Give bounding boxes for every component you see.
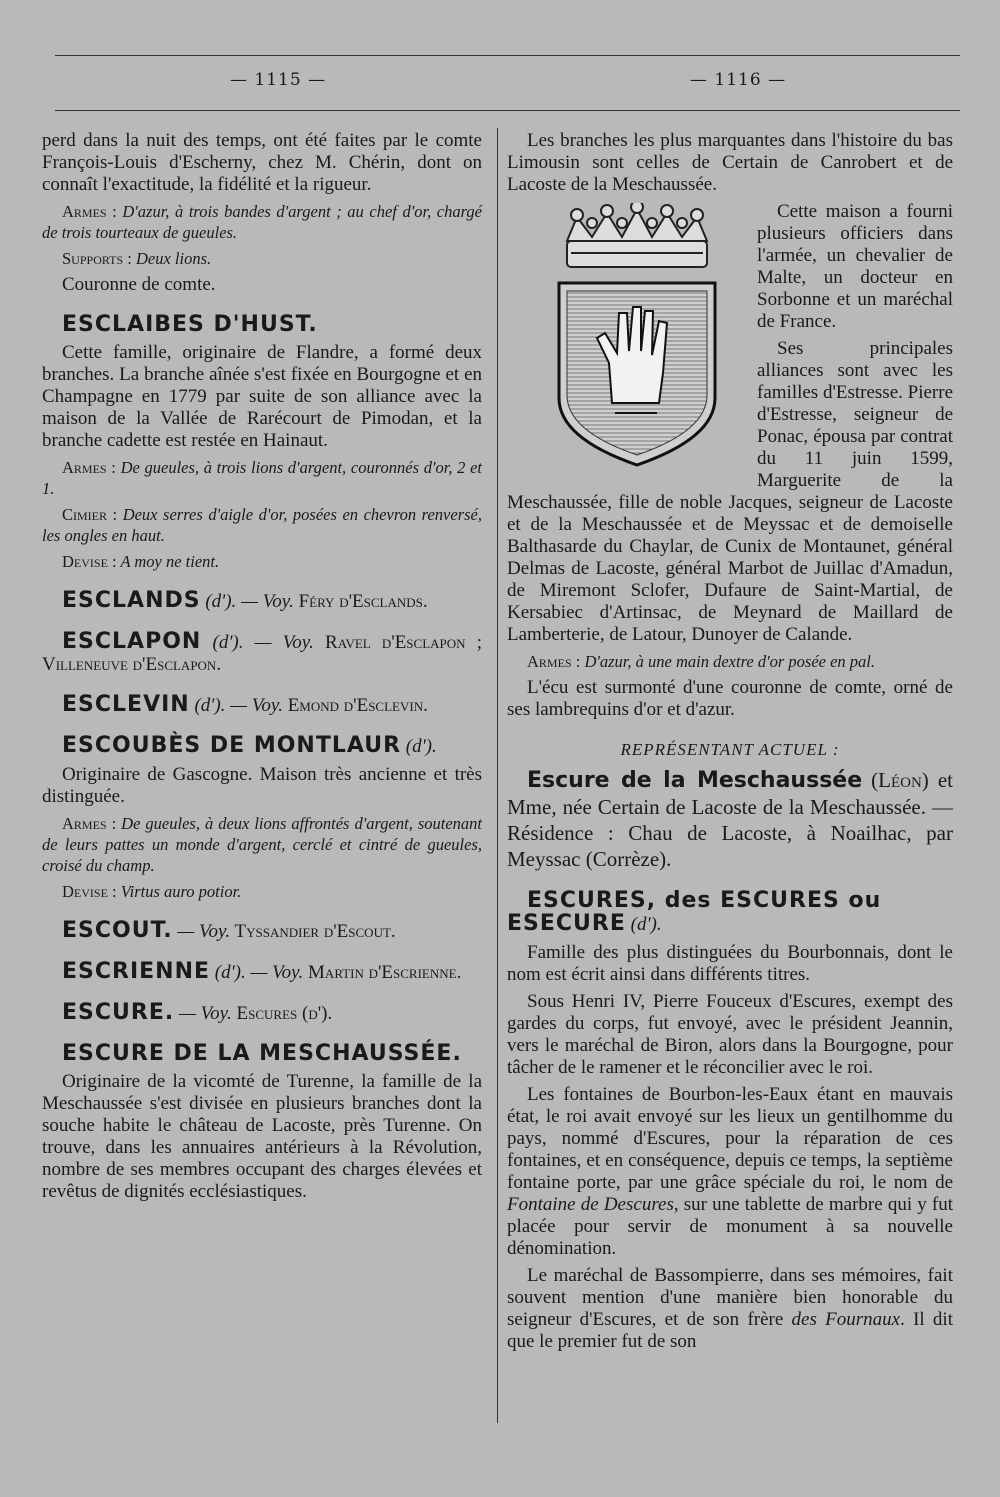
escoubes-heading: ESCOUBÈS DE MONTLAUR xyxy=(62,733,402,758)
continued-paragraph: perd dans la nuit des temps, ont été faites par le comte François-Louis d'Escherny, chez M. Chérin, dont on connaît l'exactitude, la fidélité et la rigueur. xyxy=(42,130,482,195)
devise-label: Devise : xyxy=(62,882,117,901)
escoubes-armes xyxy=(42,813,482,876)
devise-text: Virtus auro potior. xyxy=(116,882,242,901)
fontaine-name: Fontaine de Descures xyxy=(507,1194,674,1215)
cimier-entry xyxy=(42,504,482,546)
representant-entry xyxy=(507,767,953,872)
column-divider xyxy=(497,128,498,1423)
esclands-heading: ESCLANDS xyxy=(62,588,201,613)
armes-entry xyxy=(42,201,482,243)
couronne-text: Couronne de comte. xyxy=(62,274,216,295)
count-crown-icon xyxy=(567,203,707,267)
voy-label: — Voy. xyxy=(225,695,283,716)
esclapon-entry xyxy=(42,631,482,676)
escures-heading-line xyxy=(507,890,953,936)
paragraph-text: Les fontaines de Bourbon-les-Eaux étant en mauvais état, le roi avait envoyé sur les lieux un gentilhomme du pays, nommé d'Escures, pour la réparation de ces fontaines, et en conséquence, depuis ce temps, la septième fontaine porte, par une grâce spéciale du roi, le nom de xyxy=(507,1084,953,1193)
armes-text: D'azur, à une main dextre d'or posée en pal. xyxy=(580,652,876,671)
armes-label: Armes : xyxy=(527,652,581,671)
supports-label: Supports : xyxy=(62,249,132,268)
armes-text: De gueules, à deux lions affrontés d'argent, soutenant de leurs pattes un monde d'argent, cerclé et cintré de gueules, croisé du champ. xyxy=(42,814,483,875)
armes-label: Armes : xyxy=(62,202,117,221)
esclands-entry xyxy=(42,590,482,613)
supports-entry xyxy=(42,248,482,269)
voy-label: — Voy. xyxy=(174,1003,232,1024)
voy-label: — Voy. xyxy=(236,591,294,612)
cross-reference: Ravel d'Esclapon ; Villeneuve d'Esclapon. xyxy=(42,632,483,675)
esclevin-particle: (d'). xyxy=(189,695,226,716)
escoubes-body: Originaire de Gascogne. Maison très ancienne et très distinguée. xyxy=(42,764,482,807)
voy-label: — Voy. xyxy=(245,962,304,983)
right-column xyxy=(507,130,953,1358)
representant-heading: REPRÉSENTANT ACTUEL : xyxy=(620,740,840,759)
cimier-text: Deux serres d'aigle d'or, posées en chevron renversé, les ongles en haut. xyxy=(42,505,482,545)
alliances-paragraph: Ses principales alliances sont avec les familles d'Estresse. Pierre d'Estresse, seigneur de Ponac, épousa par contrat du 11 juin 1599, Marguerite de la Meschaussée, fille de noble Jacques, seigneur de Lacoste et de la Meschaussée et de Meyssac et de demoiselle Balthasarde du Chaylar, de Cunix de Montaunet, général Delmas de Lacoste, général Marbot de Juillac d'Amadun, de Miremont Sclofer, Dufaure de Saint-Martial, de Kersabiec d'Artinsac, de Meynard de Maillard de Lamberterie, de Latour, Dunoyer de Calande. xyxy=(507,338,954,645)
fournaux-name: des Fournaux xyxy=(791,1309,901,1330)
page-number-right: — 1116 — xyxy=(690,70,787,90)
escures-paragraph-1: Famille des plus distinguées du Bourbonnais, dont le nom est écrit ainsi dans différents titres. xyxy=(507,942,953,985)
escrienne-heading: ESCRIENNE xyxy=(62,959,211,984)
cross-reference: Féry d'Esclands. xyxy=(293,591,428,612)
paragraph-text: Le maréchal de Bassompierre, dans ses mémoires, fait souvent mention d'une manière bien honorable du seigneur d'Escures, et de son frère xyxy=(507,1265,953,1330)
escrienne-particle: (d'). xyxy=(210,962,246,983)
top-rule xyxy=(55,55,960,56)
armes-label: Armes : xyxy=(62,458,116,477)
representant-name: Escure de la Meschaussée xyxy=(527,768,863,793)
esclapon-particle: (d'). xyxy=(201,632,244,653)
devise-label: Devise : xyxy=(62,552,117,571)
left-column xyxy=(42,130,482,1208)
page-number-left: — 1115 — xyxy=(230,70,327,90)
representant-text: et Mme, née Certain de Lacoste de la Meschaussée. — Résidence : Chau de Lacoste, à Noailhac, par Meyssac (Corrèze). xyxy=(507,768,953,871)
escoubes-devise xyxy=(42,881,482,902)
branches-paragraph: Les branches les plus marquantes dans l'histoire du bas Limousin sont celles de Certain de Canrobert et de Lacoste de la Meschaussée. xyxy=(507,130,953,195)
escures-paragraph-2: Sous Henri IV, Pierre Fouceux d'Escures, exempt des gardes du corps, fut envoyé, avec le président Jeannin, vers le maréchal de Biron, alors dans la Bourgogne, pour tâcher de le ramener et le réconcilier avec le roi. xyxy=(507,991,953,1078)
escures-particle: (d'). xyxy=(625,914,662,935)
esclaibes-armes xyxy=(42,457,482,499)
escures-paragraph-3 xyxy=(507,1084,953,1260)
armes-text: D'azur, à trois bandes d'argent ; au chef d'or, chargé de trois tourteaux de gueules. xyxy=(42,202,482,242)
header-rule xyxy=(55,110,960,111)
devise-entry xyxy=(42,551,482,572)
maison-paragraph: Cette maison a fourni plusieurs officiers dans l'armée, un chevalier de Malte, un docteur en Sorbonne et un maréchal de France. xyxy=(757,201,953,332)
escure-entry xyxy=(42,1002,482,1025)
coat-of-arms-image xyxy=(537,203,737,473)
escout-entry xyxy=(42,920,482,943)
cimier-label: Cimier : xyxy=(62,505,118,524)
devise-text: A moy ne tient. xyxy=(116,552,220,571)
representant-firstname: (Léon) xyxy=(862,768,929,792)
armes-text: De gueules, à trois lions d'argent, couronnés d'or, 2 et 1. xyxy=(42,458,482,498)
ecu-paragraph: L'écu est surmonté d'une couronne de comte, orné de ses lambrequins d'or et d'azur. xyxy=(507,677,953,720)
esclevin-entry xyxy=(42,694,482,717)
voy-label: — Voy. xyxy=(172,921,231,942)
cross-reference: Emond d'Esclevin. xyxy=(282,695,428,716)
voy-label: — Voy. xyxy=(243,632,314,653)
esclapon-heading: ESCLAPON xyxy=(62,629,202,654)
esclaibes-heading: ESCLAIBES D'HUST. xyxy=(62,312,318,337)
paragraph-text: . Il dit que le premier fut de son xyxy=(507,1309,953,1352)
meschaussee-body: Originaire de la vicomté de Turenne, la famille de la Meschaussée s'est divisée en plusieurs branches dont la souche habite le château de Lacoste, près Turenne. On trouve, dans les annuaires antérieurs à la Révolution, nombre de ses membres occupant des charges élevées et revêtus de dignités ecclésiastiques. xyxy=(42,1071,482,1202)
escure-heading: ESCURE. xyxy=(62,1000,175,1025)
escures-heading: ESCURES, des ESCURES ou ESECURE xyxy=(507,888,882,936)
esclaibes-body: Cette famille, originaire de Flandre, a formé deux branches. La branche aînée s'est fixée en Bourgogne et en Champagne en 1779 par suite de son alliance avec la maison de la Vallée de Rarécourt de Pimodan, et la branche cadette est restée en Hainaut. xyxy=(42,342,482,451)
escures-paragraph-4 xyxy=(507,1265,953,1353)
esclevin-heading: ESCLEVIN xyxy=(62,692,190,717)
armes-label: Armes : xyxy=(62,814,117,833)
escout-heading: ESCOUT. xyxy=(62,918,173,943)
escoubes-particle: (d'). xyxy=(401,736,437,757)
escrienne-entry xyxy=(42,961,482,984)
esclands-particle: (d'). xyxy=(200,591,237,612)
cross-reference: Martin d'Escrienne. xyxy=(303,962,462,983)
meschaussee-heading: ESCURE DE LA MESCHAUSSÉE. xyxy=(62,1041,462,1066)
cross-reference: Escures (d'). xyxy=(231,1003,333,1024)
armes-entry xyxy=(507,651,953,672)
escoubes-heading-line xyxy=(42,735,482,758)
paragraph-text: , sur une tablette de marbre qui y fut placée pour servir de monument à sa nouvelle dénomination. xyxy=(507,1194,954,1259)
cross-reference: Tyssandier d'Escout. xyxy=(230,921,396,942)
supports-text: Deux lions. xyxy=(131,249,212,268)
